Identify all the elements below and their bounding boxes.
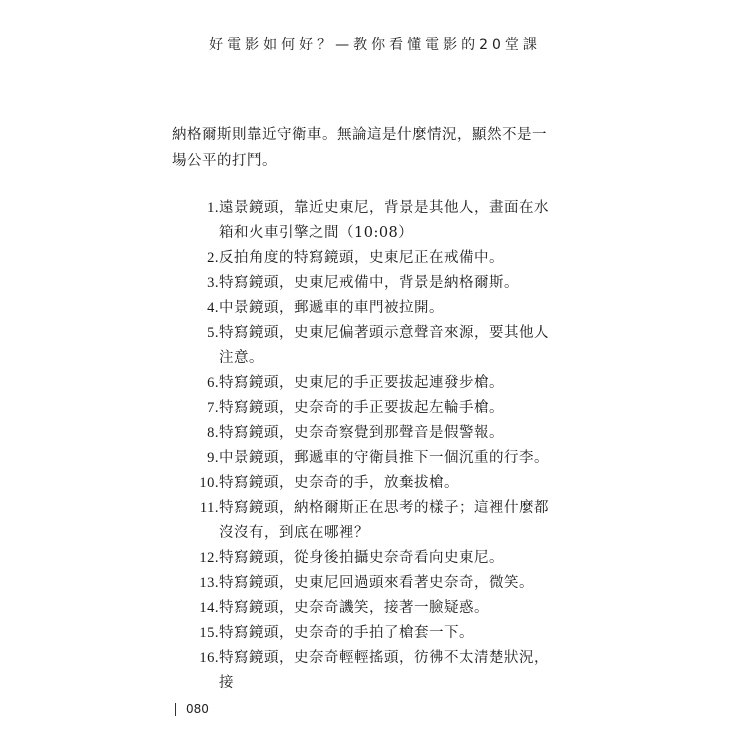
shot-item — [172, 196, 552, 246]
shot-description: 特寫鏡頭，史東尼戒備中，背景是納格爾斯。 — [219, 275, 519, 291]
shot-number: 12. — [199, 550, 219, 566]
shot-number: 15. — [199, 625, 219, 641]
shot-item — [172, 471, 552, 496]
page-number: 080 — [186, 702, 209, 716]
shot-item — [172, 496, 552, 546]
shot-description: 特寫鏡頭，史奈奇的手，放棄拔槍。 — [219, 475, 459, 491]
shot-number: 3. — [207, 275, 219, 291]
shot-number: 2. — [207, 250, 219, 266]
shot-item — [172, 546, 552, 571]
shot-description: 特寫鏡頭，史東尼回過頭來看著史奈奇，微笑。 — [219, 575, 534, 591]
shot-number: 9. — [207, 450, 219, 466]
shot-number: 10. — [199, 475, 219, 491]
shot-number: 4. — [207, 300, 219, 316]
shot-number: 16. — [199, 650, 219, 666]
page-footer — [175, 702, 209, 716]
shot-description: 特寫鏡頭，史東尼的手正要拔起連發步槍。 — [219, 375, 504, 391]
shot-number: 13. — [199, 575, 219, 591]
shot-description: 特寫鏡頭，納格爾斯正在思考的樣子；這裡什麼都沒沒有，到底在哪裡？ — [219, 500, 549, 541]
shot-description: 特寫鏡頭，從身後拍攝史奈奇看向史東尼。 — [219, 550, 504, 566]
shot-number: 11. — [199, 500, 219, 516]
shot-description: 特寫鏡頭，史奈奇察覺到那聲音是假警報。 — [219, 425, 504, 441]
shot-item — [172, 296, 552, 321]
shot-item — [172, 621, 552, 646]
shot-description: 特寫鏡頭，史奈奇譏笑，接著一臉疑惑。 — [219, 600, 489, 616]
shot-number: 7. — [207, 400, 219, 416]
folio-divider — [175, 703, 176, 716]
shot-item — [172, 396, 552, 421]
shot-description: 中景鏡頭，郵遞車的守衛員推下一個沉重的行李。 — [219, 450, 549, 466]
shot-description: 中景鏡頭，郵遞車的車門被拉開。 — [219, 300, 444, 316]
shot-item — [172, 446, 552, 471]
shot-description: 特寫鏡頭，史東尼偏著頭示意聲音來源，要其他人注意。 — [219, 325, 549, 366]
shot-list — [172, 196, 552, 696]
running-header: 好電影如何好？—教你看懂電影的20堂課 — [209, 37, 541, 53]
intro-paragraph: 納格爾斯則靠近守衛車。無論這是什麼情況，顯然不是一場公平的打鬥。 — [172, 127, 547, 169]
shot-item — [172, 271, 552, 296]
shot-item — [172, 646, 552, 696]
shot-number: 5. — [207, 325, 219, 341]
shot-description: 遠景鏡頭，靠近史東尼，背景是其他人，畫面在水箱和火車引擎之間（10:08） — [219, 200, 549, 241]
shot-description: 特寫鏡頭，史奈奇的手拍了槍套一下。 — [219, 625, 474, 641]
shot-number: 6. — [207, 375, 219, 391]
shot-item — [172, 371, 552, 396]
shot-item — [172, 321, 552, 371]
shot-item — [172, 421, 552, 446]
shot-number: 14. — [199, 600, 219, 616]
shot-item — [172, 246, 552, 271]
shot-description: 特寫鏡頭，史奈奇輕輕搖頭，彷彿不太清楚狀況，接 — [219, 650, 549, 691]
shot-description: 特寫鏡頭，史奈奇的手正要拔起左輪手槍。 — [219, 400, 504, 416]
shot-number: 1. — [207, 200, 219, 216]
shot-item — [172, 596, 552, 621]
shot-number: 8. — [207, 425, 219, 441]
shot-item — [172, 571, 552, 596]
shot-description: 反拍角度的特寫鏡頭，史東尼正在戒備中。 — [219, 250, 504, 266]
